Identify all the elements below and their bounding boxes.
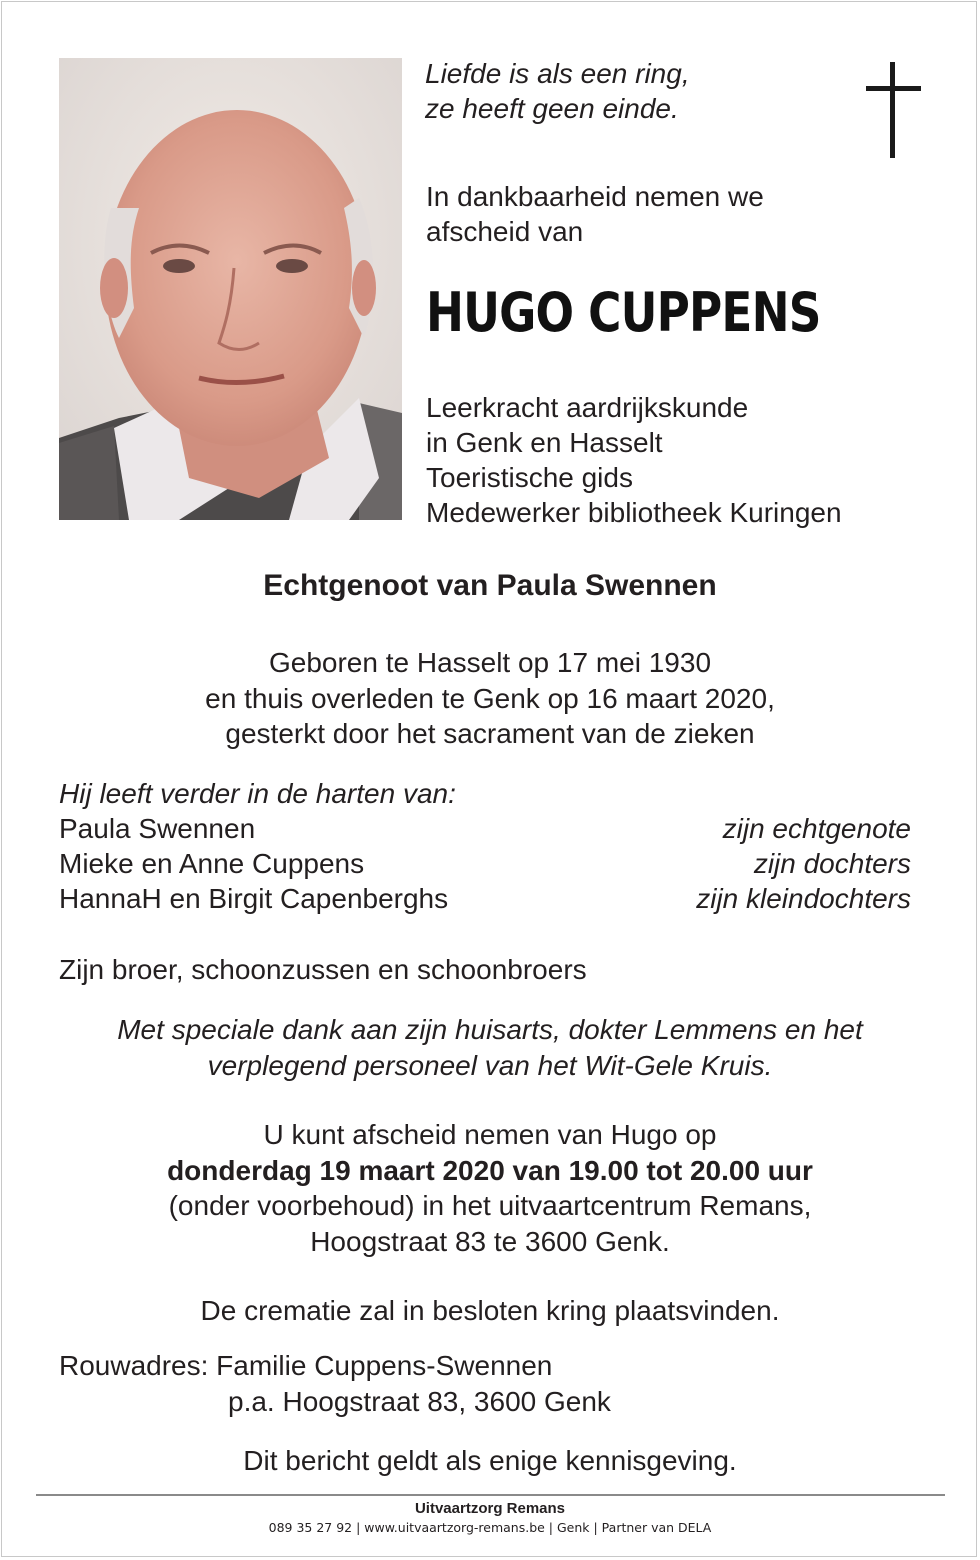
- survivors-title: Hij leeft verder in de harten van:: [59, 778, 456, 809]
- visitation-address: Hoogstraat 83 te 3600 Genk.: [310, 1225, 670, 1257]
- portrait-photo: [59, 58, 402, 520]
- birth-death-info: [0, 645, 980, 752]
- cross-icon: [866, 62, 921, 158]
- footer-divider: [36, 1494, 945, 1496]
- survivor-names: Paula Swennen: [59, 813, 256, 844]
- visitation-info: [0, 1117, 980, 1259]
- thanks-text: [0, 1012, 980, 1083]
- extended-family: Zijn broer, schoonzussen en schoonbroers: [59, 954, 587, 985]
- role-item: Toeristische gids: [426, 462, 633, 493]
- spouse-line: Echtgenoot van Paula Swennen: [263, 569, 717, 602]
- role-item: Medewerker bibliotheek Kuringen: [426, 497, 842, 528]
- motto-line: Liefde is als een ring,: [425, 58, 690, 89]
- survivor-row: [59, 811, 911, 846]
- footer-contact: 089 35 27 92 | www.uitvaartzorg-remans.be | Genk | Partner van DELA: [268, 1520, 712, 1535]
- survivor-relation: zijn kleindochters: [696, 883, 911, 914]
- visitation-datetime: donderdag 19 maart 2020 van 19.00 tot 20.00 uur: [167, 1154, 813, 1186]
- intro-line: In dankbaarheid nemen we: [426, 181, 764, 212]
- deceased-name: HUGO CUPPENS: [426, 281, 821, 344]
- birth-line: Geboren te Hasselt op 17 mei 1930: [268, 647, 712, 678]
- visitation-line: U kunt afscheid nemen van Hugo op: [263, 1119, 717, 1150]
- role-item: Leerkracht aardrijkskunde: [426, 392, 749, 423]
- thanks-line: Met speciale dank aan zijn huisarts, dokter Lemmens en het: [117, 1014, 863, 1045]
- sacrament-line: gesterkt door het sacrament van de zieken: [225, 718, 755, 749]
- cremation-note: De crematie zal in besloten kring plaatsvinden.: [200, 1295, 780, 1326]
- roles-list: [426, 390, 842, 530]
- role-item: in Genk en Hasselt: [426, 427, 663, 458]
- intro-text: [426, 179, 764, 249]
- footer-company: Uitvaartzorg Remans: [414, 1500, 566, 1517]
- survivor-names: HannaH en Birgit Capenberghs: [59, 883, 449, 914]
- survivor-relation: zijn dochters: [753, 848, 911, 879]
- motto-line: ze heeft geen einde.: [425, 93, 679, 124]
- mourning-address: p.a. Hoogstraat 83, 3600 Genk: [228, 1386, 611, 1417]
- mourning-address-label: Rouwadres: Familie Cuppens-Swennen: [59, 1350, 553, 1381]
- survivor-relation: zijn echtgenote: [722, 813, 911, 844]
- motto: [425, 56, 690, 126]
- death-line: en thuis overleden te Genk op 16 maart 2020,: [205, 682, 775, 714]
- notice-line: Dit bericht geldt als enige kennisgeving.: [243, 1445, 737, 1476]
- survivor-names: Mieke en Anne Cuppens: [59, 848, 365, 879]
- visitation-line: (onder voorbehoud) in het uitvaartcentrum Remans,: [168, 1190, 812, 1221]
- intro-line: afscheid van: [426, 216, 584, 247]
- survivor-row: [59, 881, 911, 916]
- survivor-row: [59, 846, 911, 881]
- thanks-line: verplegend personeel van het Wit-Gele Kruis.: [207, 1049, 773, 1081]
